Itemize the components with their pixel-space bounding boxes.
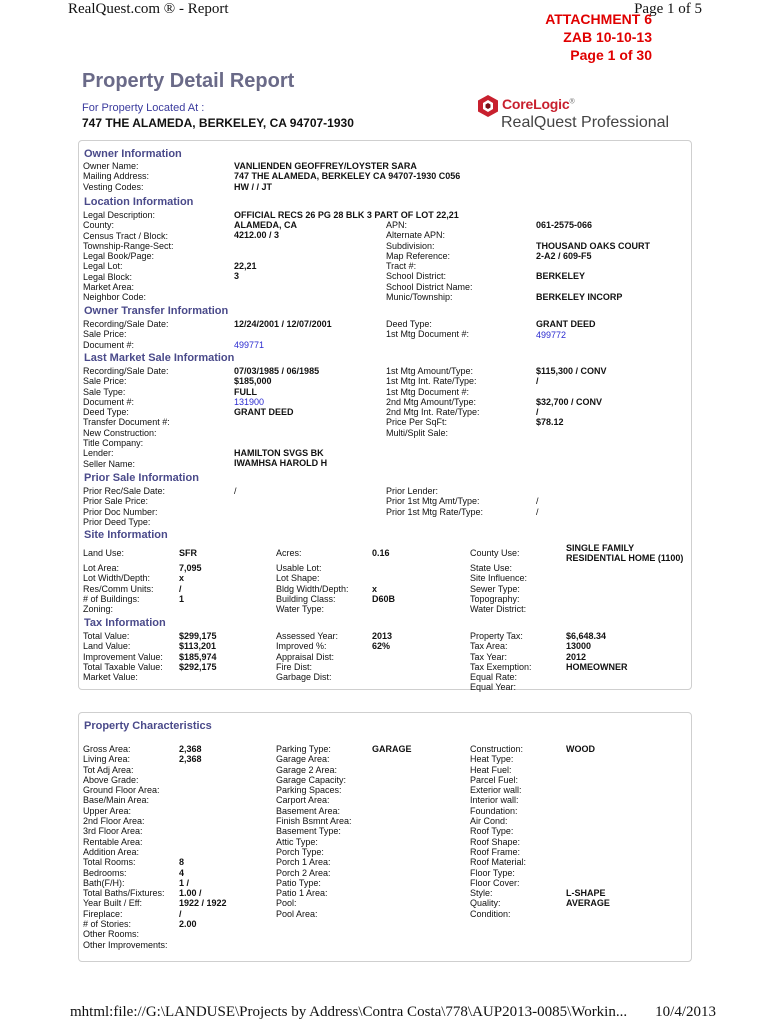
page-header-title: RealQuest.com ® - Report: [68, 1, 229, 17]
county-use-label: County Use:: [470, 548, 520, 558]
characteristics-values-right: WOOD L-SHAPE AVERAGE: [566, 744, 610, 909]
owner-labels: Owner Name: Mailing Address: Vesting Codes:: [83, 161, 150, 192]
site-information-heading: Site Information: [84, 529, 168, 541]
county-use-value: SINGLE FAMILY RESIDENTIAL HOME (1100): [566, 543, 684, 564]
page-number: Page 1 of 5: [634, 1, 702, 17]
owner-transfer-heading: Owner Transfer Information: [84, 305, 229, 317]
characteristics-labels-middle: Parking Type: Garage Area: Garage 2 Area: Garage Capacity: Parking Spaces: Carport Area: Basement Area: Finish Bsmnt Area: Basement Type: Attic Type: Porch Type: Porch 1 Area: Porch 2 Area: Patio Type: Patio 1 Area: Pool: Pool Area:: [276, 744, 352, 919]
corelogic-mark-icon: [476, 94, 500, 118]
location-values: ALAMEDA, CA 4212.00 / 3 22,21 3: [234, 220, 297, 282]
property-address: 747 THE ALAMEDA, BERKELEY, CA 94707-1930: [82, 116, 354, 130]
located-label: For Property Located At :: [82, 102, 205, 114]
prior-sale-heading: Prior Sale Information: [84, 472, 199, 484]
last-sale-document-link[interactable]: 131900: [234, 397, 265, 407]
tax-values-middle: 2013 62%: [372, 631, 393, 652]
deed-type-value: GRANT DEED: [536, 319, 596, 329]
last-sale-deed-type: GRANT DEED: [234, 407, 294, 417]
owner-transfer-labels: Recording/Sale Date: Sale Price: Document #:: [83, 319, 169, 350]
attachment-stamp: [545, 10, 652, 64]
tax-labels: Total Value: Land Value: Improvement Value: Total Taxable Value: Market Value:: [83, 631, 163, 683]
owner-transfer-document-link[interactable]: 499771: [234, 340, 265, 350]
last-sale-labels: Recording/Sale Date: Sale Price: Sale Type: Document #: Deed Type: Transfer Document #: New Construction: Title Company: Lender: Seller Name:: [83, 366, 170, 469]
prior-sale-labels-right: Prior Lender: Prior 1st Mtg Amt/Type: Prior 1st Mtg Rate/Type:: [386, 486, 484, 517]
characteristics-values: 2,368 2,368 8 4 1 / 1.00 / 1922 / 1922 / 2.00: [179, 744, 227, 930]
stamp-line-1: ATTACHMENT 6: [545, 11, 652, 27]
land-use-label: Land Use:: [83, 548, 125, 558]
location-values-right: 061-2575-066 THOUSAND OAKS COURT 2-A2 / 609-F5 BERKELEY BERKELEY INCORP: [536, 220, 650, 303]
parking-type-value: GARAGE: [372, 744, 412, 754]
acres-value: 0.16: [372, 548, 390, 558]
owner-transfer-labels-right: Deed Type: 1st Mtg Document #:: [386, 319, 470, 340]
property-characteristics-heading: Property Characteristics: [84, 720, 212, 732]
land-use-value: SFR: [179, 548, 197, 558]
last-sale-values-right: $115,300 / CONV / $32,700 / CONV / $78.12: [536, 366, 607, 428]
mtg-document-link[interactable]: 499772: [536, 330, 567, 340]
last-sale-labels-right: 1st Mtg Amount/Type: 1st Mtg Int. Rate/Type: 1st Mtg Document #: 2nd Mtg Amount/Type: 2nd Mtg Int. Rate/Type: Price Per SqFt: Multi/Split Sale:: [386, 366, 480, 438]
owner-information-heading: Owner Information: [84, 148, 182, 160]
location-labels-right: APN: Alternate APN: Subdivision: Map Reference: Tract #: School District: School District Name: Munic/Township:: [386, 220, 473, 303]
characteristics-labels-right: Construction: Heat Type: Heat Fuel: Parcel Fuel: Exterior wall: Interior wall: Foundation: Air Cond: Roof Type: Roof Shape: Roof Frame: Roof Material: Floor Type: Floor Cover: Style: Quality: Condition:: [470, 744, 527, 919]
site-labels-middle: Usable Lot: Lot Shape: Bldg Width/Depth: Building Class: Water Type:: [276, 563, 349, 615]
footer-date: 10/4/2013: [655, 1004, 716, 1020]
report-title: Property Detail Report: [82, 70, 295, 92]
tax-information-heading: Tax Information: [84, 617, 166, 629]
site-values: 7,095 x / 1: [179, 563, 202, 604]
owner-transfer-date: 12/24/2001 / 12/07/2001: [234, 319, 332, 329]
tax-values-right: $6,648.34 13000 2012 HOMEOWNER: [566, 631, 628, 672]
footer-file-path: mhtml:file://G:\LANDUSE\Projects by Address\Contra Costa\778\AUP2013-0085\Workin...: [70, 1004, 628, 1020]
location-information-heading: Location Information: [84, 196, 194, 208]
acres-label: Acres:: [276, 548, 302, 558]
legal-description-value: OFFICIAL RECS 26 PG 28 BLK 3 PART OF LOT 22,21: [234, 210, 459, 220]
tax-labels-middle: Assessed Year: Improved %: Appraisal Dist: Fire Dist: Garbage Dist:: [276, 631, 339, 683]
product-name: RealQuest Professional: [501, 114, 670, 131]
site-values-middle: x D60B: [372, 583, 396, 604]
prior-sale-values: /: [234, 486, 237, 496]
prior-sale-labels: Prior Rec/Sale Date: Prior Sale Price: Prior Doc Number: Prior Deed Type:: [83, 486, 166, 527]
location-labels: Legal Description: County: Census Tract / Block: Township-Range-Sect: Legal Book/Page: Legal Lot: Legal Block: Market Area: Neighbor Code:: [83, 210, 174, 303]
lender-seller-values: HAMILTON SVGS BK IWAMHSA HAROLD H: [234, 448, 328, 469]
stamp-line-2: ZAB 10-10-13: [563, 29, 652, 45]
tax-values: $299,175 $113,201 $185,974 $292,175: [179, 631, 217, 672]
characteristics-labels: Gross Area: Living Area: Tot Adj Area: Above Grade: Ground Floor Area: Base/Main Area: Upper Area: 2nd Floor Area: 3rd Floor Area: Rentable Area: Addition Area: Total Rooms: Bedrooms: Bath(F/H): Total Baths/Fixtures: Year Built / Eff: Fireplace: # of Stories: Other Rooms: Other Improvements:: [83, 744, 168, 950]
last-sale-values: 07/03/1985 / 06/1985 $185,000 FULL: [234, 366, 320, 397]
brand-name: CoreLogic®: [502, 96, 575, 112]
last-market-sale-heading: Last Market Sale Information: [84, 352, 235, 364]
stamp-line-3: Page 1 of 30: [570, 47, 652, 63]
site-labels: Lot Area: Lot Width/Depth: Res/Comm Units: # of Buildings: Zoning:: [83, 563, 154, 615]
site-labels-right: State Use: Site Influence: Sewer Type: Topography: Water District:: [470, 563, 528, 615]
prior-sale-values-right: / /: [536, 496, 539, 517]
corelogic-logo: [476, 92, 690, 138]
tax-labels-right: Property Tax: Tax Area: Tax Year: Tax Exemption: Equal Rate: Equal Year:: [470, 631, 532, 693]
owner-values: VANLIENDEN GEOFFREY/LOYSTER SARA 747 THE ALAMEDA, BERKELEY CA 94707-1930 C056 HW / / JT: [234, 161, 461, 192]
